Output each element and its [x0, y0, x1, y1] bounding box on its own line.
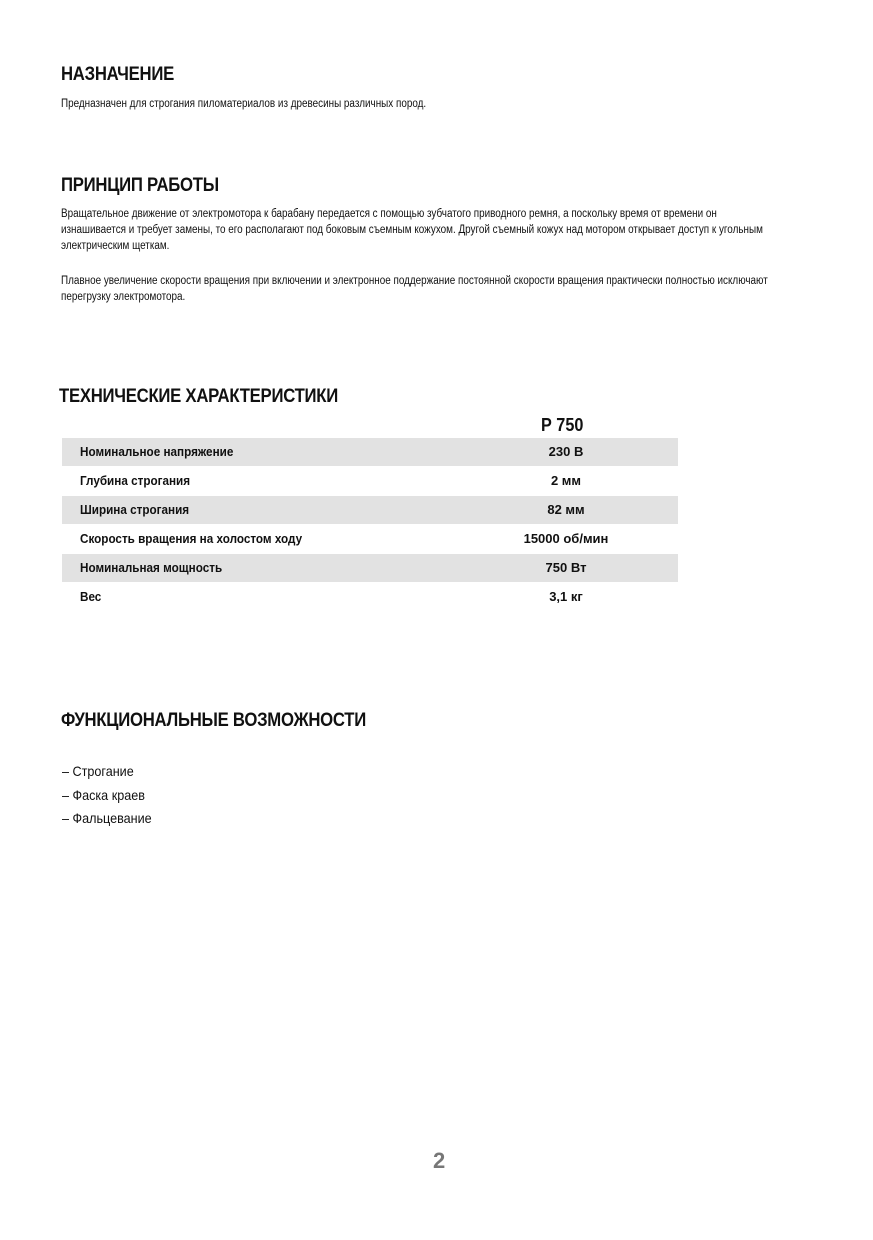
- specs-heading: ТЕХНИЧЕСКИЕ ХАРАКТЕРИСТИКИ: [59, 386, 339, 407]
- list-item: – Фаска краев: [62, 786, 145, 803]
- spec-row-depth: [62, 467, 678, 496]
- spec-row-speed: [62, 525, 678, 554]
- spec-value: 82 мм: [547, 502, 585, 517]
- spec-model-name: Р 750: [541, 415, 584, 435]
- spec-value: 15000 об/мин: [523, 531, 609, 546]
- spec-table: [62, 438, 678, 612]
- spec-label: Скорость вращения на холостом ходу: [80, 531, 303, 546]
- spec-label: Номинальная мощность: [80, 560, 223, 575]
- spec-label: Глубина строгания: [80, 473, 191, 488]
- spec-value: 3,1 кг: [549, 589, 583, 604]
- spec-value: 750 Вт: [545, 560, 587, 575]
- spec-label: Вес: [80, 589, 102, 604]
- spec-row-width: [62, 496, 678, 525]
- principle-paragraph-2: Плавное увеличение скорости вращения при включении и электронное поддержание постоянной скорости вращения практически полностью исключают перегрузку электромотора.: [61, 275, 768, 303]
- list-item: – Фальцевание: [62, 810, 152, 826]
- spec-value: 230 В: [548, 444, 584, 459]
- principle-heading: ПРИНЦИП РАБОТЫ: [61, 175, 219, 196]
- spec-row-voltage: [62, 438, 678, 467]
- list-item: – Строгание: [62, 763, 134, 779]
- page-number: 2: [433, 1148, 446, 1173]
- purpose-heading: НАЗНАЧЕНИЕ: [61, 64, 175, 85]
- spec-row-weight: [62, 583, 678, 612]
- spec-label: Ширина строгания: [80, 502, 190, 517]
- principle-paragraph-1: Вращательное движение от электромотора к барабану передается с помощью зубчатого приводного ремня, а поскольку время от времени он изнашивается и требует замены, то его располагают под боковым съемным кожухом. Другой съемный кожух над мотором открывает доступ к угольным электрическим щеткам.: [61, 208, 763, 252]
- features-heading: ФУНКЦИОНАЛЬНЫЕ ВОЗМОЖНОСТИ: [61, 710, 366, 731]
- spec-label: Номинальное напряжение: [80, 444, 234, 459]
- purpose-text: Предназначен для строгания пиломатериалов из древесины различных пород.: [61, 98, 427, 110]
- spec-row-power: [62, 554, 678, 583]
- features-list: [62, 760, 162, 831]
- spec-value: 2 мм: [550, 473, 582, 488]
